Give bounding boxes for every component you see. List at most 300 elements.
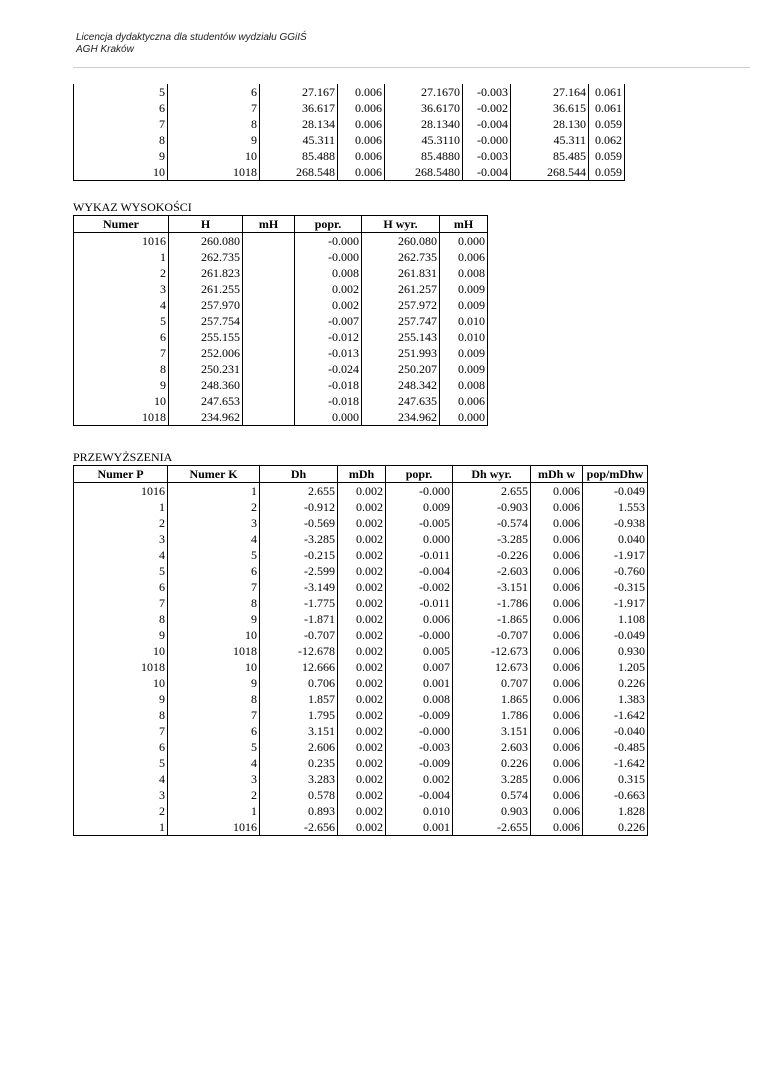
table-cell: 3.151 — [453, 723, 531, 739]
table-cell: 8 — [74, 361, 169, 377]
table-cell: 0.006 — [531, 675, 583, 691]
table-cell: 8 — [74, 611, 168, 627]
table-cell: -0.569 — [260, 515, 338, 531]
table-cell: 7 — [74, 723, 168, 739]
table-cell: 0.010 — [386, 803, 453, 819]
table-cell: 261.823 — [169, 265, 243, 281]
table-row — [74, 329, 488, 345]
table-row — [74, 659, 648, 675]
table-row — [74, 499, 648, 515]
table-cell: 0.006 — [531, 563, 583, 579]
table-cell: 1018 — [74, 409, 169, 426]
table-cell: 1 — [74, 249, 169, 265]
table-cell: 0.002 — [338, 627, 386, 643]
table-cell: 0.578 — [260, 787, 338, 803]
table-row — [74, 116, 625, 132]
table-cell: 268.5480 — [385, 164, 463, 181]
table-row — [74, 739, 648, 755]
table-cell: -0.004 — [386, 563, 453, 579]
table-cell: -0.003 — [386, 739, 453, 755]
table-cell: 0.006 — [531, 723, 583, 739]
table-cell: 1.795 — [260, 707, 338, 723]
table-cell: 6 — [168, 84, 260, 100]
table-cell: 0.006 — [531, 499, 583, 515]
table-cell: 28.134 — [260, 116, 338, 132]
table-cell: 6 — [74, 100, 168, 116]
table-cell: 1016 — [168, 819, 260, 836]
table-cell: 0.002 — [338, 547, 386, 563]
table-cell: 0.006 — [338, 132, 385, 148]
table-cell: -0.315 — [583, 579, 648, 595]
table-cell: 45.3110 — [385, 132, 463, 148]
table-row — [74, 691, 648, 707]
table-cell: 3.283 — [260, 771, 338, 787]
table-cell: 0.001 — [386, 819, 453, 836]
table-cell: 248.342 — [362, 377, 440, 393]
heights-table — [73, 215, 488, 426]
table-cell: -0.485 — [583, 739, 648, 755]
table-cell: 0.006 — [440, 393, 488, 409]
table-cell: 0.006 — [531, 787, 583, 803]
table-cell: -3.151 — [453, 579, 531, 595]
table-cell: 8 — [168, 116, 260, 132]
table-cell — [243, 345, 295, 361]
table-cell: 1 — [168, 803, 260, 819]
table-cell: -0.004 — [463, 116, 511, 132]
differences-header-cell: Numer P — [74, 466, 168, 483]
table-cell: 262.735 — [169, 249, 243, 265]
table-cell: 36.6170 — [385, 100, 463, 116]
table-cell: 0.002 — [386, 771, 453, 787]
table-cell: 0.006 — [531, 691, 583, 707]
table-cell: 0.006 — [338, 84, 385, 100]
table-cell: 6 — [168, 723, 260, 739]
table-cell: 0.002 — [338, 771, 386, 787]
table-cell: 252.006 — [169, 345, 243, 361]
table-cell: 2 — [74, 803, 168, 819]
table-cell: -1.642 — [583, 707, 648, 723]
table-cell: -0.760 — [583, 563, 648, 579]
table-cell: -12.678 — [260, 643, 338, 659]
heights-header-cell: mH — [440, 216, 488, 233]
table-row — [74, 563, 648, 579]
table-cell: -0.013 — [295, 345, 362, 361]
table-cell: -2.655 — [453, 819, 531, 836]
table-cell: -0.004 — [463, 164, 511, 181]
table-cell: -0.707 — [453, 627, 531, 643]
table-cell: -0.003 — [463, 84, 511, 100]
table-cell: 3 — [74, 531, 168, 547]
table-cell: -1.642 — [583, 755, 648, 771]
table-cell: 28.1340 — [385, 116, 463, 132]
table-cell — [243, 361, 295, 377]
table-cell: 0.006 — [531, 595, 583, 611]
table-row — [74, 611, 648, 627]
table-cell: 3.285 — [453, 771, 531, 787]
table-cell: 0.009 — [440, 281, 488, 297]
table-row — [74, 148, 625, 164]
table-cell: 8 — [74, 132, 168, 148]
table-cell: 6 — [74, 579, 168, 595]
table-cell: 5 — [168, 547, 260, 563]
table-cell: 0.002 — [338, 675, 386, 691]
table-cell: 0.005 — [386, 643, 453, 659]
table-cell: 36.617 — [260, 100, 338, 116]
table-cell: 9 — [168, 675, 260, 691]
table-row — [74, 627, 648, 643]
table-row — [74, 771, 648, 787]
table-cell: -2.656 — [260, 819, 338, 836]
table-cell: 261.257 — [362, 281, 440, 297]
table-cell: 9 — [168, 611, 260, 627]
table-cell: -0.049 — [583, 627, 648, 643]
table-cell: -0.000 — [295, 233, 362, 250]
table-cell: 8 — [74, 707, 168, 723]
table-cell: 0.010 — [440, 329, 488, 345]
table-cell: 3 — [74, 787, 168, 803]
table-cell: 0.002 — [338, 483, 386, 500]
table-cell: 0.893 — [260, 803, 338, 819]
table-cell: 0.006 — [338, 148, 385, 164]
table-cell: 10 — [168, 627, 260, 643]
table-cell: 12.666 — [260, 659, 338, 675]
table-row — [74, 675, 648, 691]
table-cell: 7 — [74, 345, 169, 361]
heights-header-cell: popr. — [295, 216, 362, 233]
table-cell: 27.164 — [511, 84, 589, 100]
heights-header-cell: Numer — [74, 216, 169, 233]
table-row — [74, 755, 648, 771]
table-cell: 0.000 — [295, 409, 362, 426]
table-cell: -0.005 — [386, 515, 453, 531]
table-cell: 4 — [168, 531, 260, 547]
table-cell: 7 — [74, 116, 168, 132]
table-cell: 1018 — [168, 643, 260, 659]
table-cell: 0.006 — [531, 547, 583, 563]
table-cell: 2.606 — [260, 739, 338, 755]
table-cell: -0.002 — [463, 100, 511, 116]
table-cell: 1016 — [74, 483, 168, 500]
table-cell: 2 — [74, 265, 169, 281]
table-cell: 6 — [74, 739, 168, 755]
table-cell: 1 — [74, 819, 168, 836]
table-cell: 27.1670 — [385, 84, 463, 100]
table-cell: -0.049 — [583, 483, 648, 500]
table-cell: 9 — [74, 627, 168, 643]
table-cell: 0.002 — [338, 563, 386, 579]
table-cell: 0.059 — [589, 116, 625, 132]
table-cell: -0.002 — [386, 579, 453, 595]
table-cell: 85.4880 — [385, 148, 463, 164]
table-cell: -0.000 — [386, 483, 453, 500]
table-cell: 9 — [168, 132, 260, 148]
table-cell: 268.548 — [260, 164, 338, 181]
table-cell: 0.706 — [260, 675, 338, 691]
table-cell: 0.006 — [531, 755, 583, 771]
table-cell: -1.917 — [583, 547, 648, 563]
table-row — [74, 595, 648, 611]
table-cell: 2.655 — [260, 483, 338, 500]
differences-header-cell: Dh wyr. — [453, 466, 531, 483]
table-row — [74, 483, 648, 500]
table-cell: 255.155 — [169, 329, 243, 345]
table-cell: 0.903 — [453, 803, 531, 819]
differences-table — [73, 465, 648, 836]
table-cell: -0.912 — [260, 499, 338, 515]
table-row — [74, 233, 488, 250]
table-cell — [243, 377, 295, 393]
table-cell: 251.993 — [362, 345, 440, 361]
table-cell: 2 — [74, 515, 168, 531]
table-cell: 7 — [168, 579, 260, 595]
table-cell: 260.080 — [362, 233, 440, 250]
table-cell: 257.972 — [362, 297, 440, 313]
table-row — [74, 515, 648, 531]
heights-header-cell: H wyr. — [362, 216, 440, 233]
table-cell: -12.673 — [453, 643, 531, 659]
table-cell: -0.663 — [583, 787, 648, 803]
table-cell: 0.000 — [440, 233, 488, 250]
table-cell: 0.006 — [531, 515, 583, 531]
table-cell: -0.903 — [453, 499, 531, 515]
table-cell: 0.002 — [338, 691, 386, 707]
table-cell: 0.009 — [440, 361, 488, 377]
table-cell: 234.962 — [362, 409, 440, 426]
table-cell: 1.553 — [583, 499, 648, 515]
table-cell: 1.205 — [583, 659, 648, 675]
table-cell: 1.108 — [583, 611, 648, 627]
table-cell: 0.235 — [260, 755, 338, 771]
table-cell — [243, 281, 295, 297]
table-cell: 10 — [168, 148, 260, 164]
table-cell: 1018 — [74, 659, 168, 675]
table-row — [74, 345, 488, 361]
table-cell: 5 — [74, 84, 168, 100]
table-cell: 36.615 — [511, 100, 589, 116]
table-cell: 0.006 — [440, 249, 488, 265]
table-cell: 27.167 — [260, 84, 338, 100]
table-row — [74, 579, 648, 595]
table-cell: 3.151 — [260, 723, 338, 739]
table-cell: 12.673 — [453, 659, 531, 675]
table-row — [74, 803, 648, 819]
header-divider — [73, 67, 750, 68]
table-row — [74, 84, 625, 100]
table-row — [74, 723, 648, 739]
table-cell: 0.061 — [589, 100, 625, 116]
table-cell: -3.149 — [260, 579, 338, 595]
table-cell — [243, 249, 295, 265]
table-cell: 2 — [168, 787, 260, 803]
table-cell: 0.002 — [295, 281, 362, 297]
table-cell: -0.024 — [295, 361, 362, 377]
table-cell: 0.006 — [531, 579, 583, 595]
table-cell — [243, 313, 295, 329]
table-cell: -0.007 — [295, 313, 362, 329]
table-cell: 1.865 — [453, 691, 531, 707]
table-cell: 0.002 — [338, 515, 386, 531]
table-cell — [243, 233, 295, 250]
table-cell: 0.009 — [386, 499, 453, 515]
table-cell: 257.754 — [169, 313, 243, 329]
table-cell: 255.143 — [362, 329, 440, 345]
table-cell: 0.059 — [589, 148, 625, 164]
table-cell: 0.002 — [338, 723, 386, 739]
table-cell: 1018 — [168, 164, 260, 181]
table-cell: 0.006 — [531, 819, 583, 836]
table-cell: 1 — [74, 499, 168, 515]
table-cell: 257.970 — [169, 297, 243, 313]
table-cell: 0.006 — [531, 611, 583, 627]
table-cell: 0.006 — [531, 627, 583, 643]
differences-header-cell: mDh — [338, 466, 386, 483]
table-cell: 5 — [74, 313, 169, 329]
table-row — [74, 100, 625, 116]
table-cell: 1.857 — [260, 691, 338, 707]
table-cell: 2.603 — [453, 739, 531, 755]
table-cell: 0.008 — [440, 377, 488, 393]
table-cell: 0.930 — [583, 643, 648, 659]
differences-header-cell: Numer K — [168, 466, 260, 483]
table-row — [74, 409, 488, 426]
table-cell: 0.002 — [338, 803, 386, 819]
table-cell: 9 — [74, 691, 168, 707]
table-cell: 234.962 — [169, 409, 243, 426]
table-cell: 2.655 — [453, 483, 531, 500]
table-cell: 0.000 — [386, 531, 453, 547]
table-cell: -1.865 — [453, 611, 531, 627]
table-row — [74, 249, 488, 265]
table-cell: -0.012 — [295, 329, 362, 345]
table-cell — [243, 297, 295, 313]
table-row — [74, 164, 625, 181]
table-cell: 0.008 — [295, 265, 362, 281]
table-cell — [243, 393, 295, 409]
table-cell: 3 — [74, 281, 169, 297]
table-row — [74, 132, 625, 148]
table-cell: 268.544 — [511, 164, 589, 181]
table-cell: 1.786 — [453, 707, 531, 723]
table-cell: 0.002 — [338, 739, 386, 755]
table-cell: 262.735 — [362, 249, 440, 265]
table-cell: 4 — [168, 755, 260, 771]
table-cell: -0.226 — [453, 547, 531, 563]
table-cell: 28.130 — [511, 116, 589, 132]
page-header — [76, 32, 307, 56]
table-cell: 0.062 — [589, 132, 625, 148]
table-cell: 7 — [168, 707, 260, 723]
table-cell: 7 — [74, 595, 168, 611]
table-row — [74, 643, 648, 659]
table-cell: 8 — [168, 691, 260, 707]
table-row — [74, 281, 488, 297]
institution-line: AGH Kraków — [76, 44, 134, 55]
table-cell: 45.311 — [511, 132, 589, 148]
table-cell: -1.917 — [583, 595, 648, 611]
table-cell: -0.004 — [386, 787, 453, 803]
table-cell: -0.011 — [386, 547, 453, 563]
table-cell: 9 — [74, 148, 168, 164]
table-cell: 0.008 — [440, 265, 488, 281]
table-cell: -2.603 — [453, 563, 531, 579]
table-cell: 10 — [74, 643, 168, 659]
table-cell: -1.871 — [260, 611, 338, 627]
table-cell: 0.006 — [338, 100, 385, 116]
table-cell: -3.285 — [260, 531, 338, 547]
table-row — [74, 707, 648, 723]
table-cell: 261.255 — [169, 281, 243, 297]
heights-title: WYKAZ WYSOKOŚCI — [73, 200, 192, 214]
table-cell: 5 — [74, 563, 168, 579]
heights-header-cell: mH — [243, 216, 295, 233]
differences-title: PRZEWYŻSZENIA — [73, 450, 173, 464]
table-cell: 0.006 — [531, 739, 583, 755]
table-cell: 1 — [168, 483, 260, 500]
table-cell: 0.006 — [531, 659, 583, 675]
table-cell: 0.006 — [531, 531, 583, 547]
differences-header-cell: pop/mDhw — [583, 466, 648, 483]
table-cell: 4 — [74, 297, 169, 313]
table-cell: 10 — [74, 164, 168, 181]
table-row — [74, 787, 648, 803]
table-cell: 85.485 — [511, 148, 589, 164]
table-cell: 85.488 — [260, 148, 338, 164]
table-cell: 257.747 — [362, 313, 440, 329]
table-cell: 250.207 — [362, 361, 440, 377]
differences-header-cell: mDh w — [531, 466, 583, 483]
table-cell: 0.002 — [338, 579, 386, 595]
table-cell: 2 — [168, 499, 260, 515]
table-row — [74, 297, 488, 313]
license-line: Licencja dydaktyczna dla studentów wydziału GGiIŚ — [76, 32, 307, 43]
table-cell: -0.938 — [583, 515, 648, 531]
table-cell: 0.002 — [338, 595, 386, 611]
table-cell: 250.231 — [169, 361, 243, 377]
table-cell: -0.000 — [386, 627, 453, 643]
table-cell: 1016 — [74, 233, 169, 250]
table-cell: 0.226 — [453, 755, 531, 771]
table-cell: 0.009 — [440, 345, 488, 361]
table-cell: 10 — [74, 393, 169, 409]
table-cell: -2.599 — [260, 563, 338, 579]
table-cell: -0.000 — [463, 132, 511, 148]
table-row — [74, 547, 648, 563]
table-cell: 0.002 — [338, 659, 386, 675]
table-cell: 248.360 — [169, 377, 243, 393]
table-cell: 0.002 — [338, 643, 386, 659]
table-cell: -0.574 — [453, 515, 531, 531]
table-cell: 7 — [168, 100, 260, 116]
table-row — [74, 265, 488, 281]
table-cell: -0.000 — [386, 723, 453, 739]
table-cell: 0.002 — [338, 819, 386, 836]
table-cell: 0.000 — [440, 409, 488, 426]
table-cell: 0.006 — [338, 164, 385, 181]
table-cell — [243, 265, 295, 281]
differences-header-cell: popr. — [386, 466, 453, 483]
table-row — [74, 313, 488, 329]
heights-header-cell: H — [169, 216, 243, 233]
table-cell: 0.002 — [295, 297, 362, 313]
table-cell: 0.006 — [531, 803, 583, 819]
table-cell: 6 — [74, 329, 169, 345]
table-cell: -0.018 — [295, 377, 362, 393]
differences-header-cell: Dh — [260, 466, 338, 483]
observations-table — [73, 84, 625, 181]
table-cell: 1.383 — [583, 691, 648, 707]
table-cell: 0.002 — [338, 707, 386, 723]
table-cell: 0.040 — [583, 531, 648, 547]
